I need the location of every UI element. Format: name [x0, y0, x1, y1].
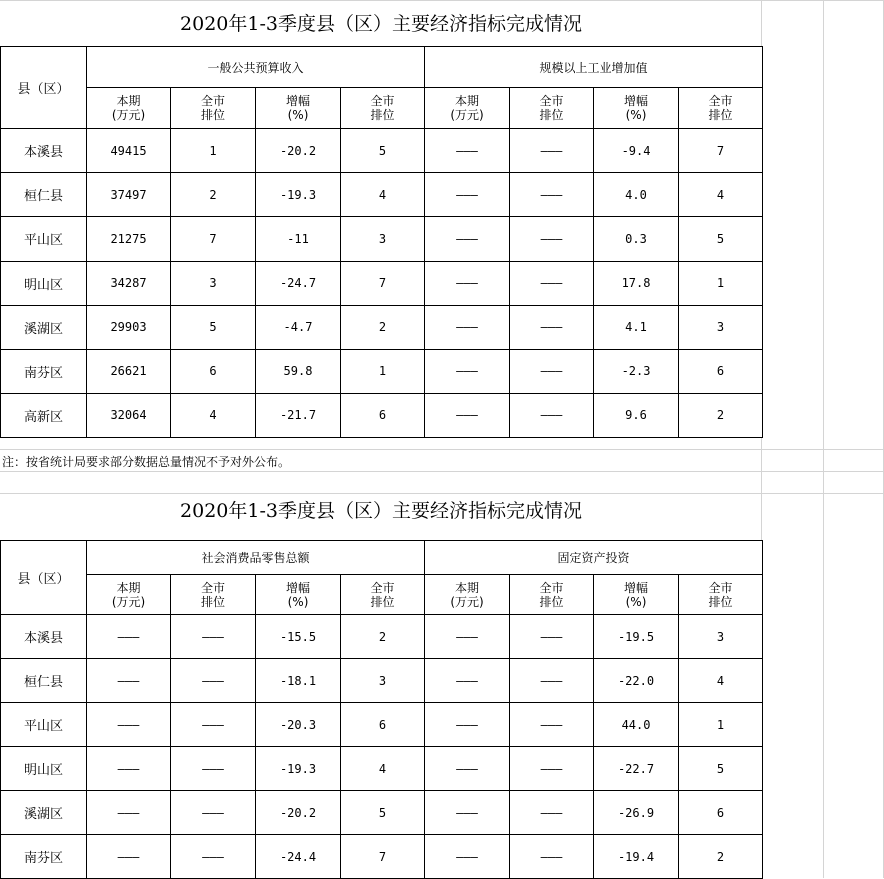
- value-cell: 4: [171, 393, 256, 437]
- value-cell: ———: [425, 393, 510, 437]
- table2-title: 2020年1-3季度县（区）主要经济指标完成情况: [86, 499, 676, 523]
- group-header-retail-sales: 社会消费品零售总额: [87, 541, 425, 575]
- value-cell: ———: [425, 747, 510, 791]
- county-name-cell: 平山区: [1, 703, 87, 747]
- value-cell: 4: [679, 659, 763, 703]
- table-row: [1, 791, 763, 835]
- table-row: [1, 173, 763, 217]
- value-cell: ———: [425, 305, 510, 349]
- value-cell: -2.3: [594, 349, 679, 393]
- value-cell: 9.6: [594, 393, 679, 437]
- value-cell: ———: [171, 835, 256, 879]
- group-header-industrial-value: 规模以上工业增加值: [425, 47, 763, 88]
- value-cell: 4: [341, 747, 425, 791]
- value-cell: ———: [87, 791, 171, 835]
- value-cell: ———: [425, 349, 510, 393]
- subheader-cell: 增幅 (%): [256, 575, 341, 615]
- value-cell: 21275: [87, 217, 171, 261]
- value-cell: ———: [510, 659, 594, 703]
- value-cell: ———: [87, 659, 171, 703]
- value-cell: ———: [510, 305, 594, 349]
- subheader-cell: 增幅 (%): [256, 88, 341, 129]
- table2-body: [1, 615, 763, 879]
- table-row: [1, 129, 763, 173]
- value-cell: 7: [341, 835, 425, 879]
- value-cell: 29903: [87, 305, 171, 349]
- value-cell: ———: [510, 791, 594, 835]
- value-cell: 7: [341, 261, 425, 305]
- value-cell: 32064: [87, 393, 171, 437]
- table-row: [1, 659, 763, 703]
- value-cell: 37497: [87, 173, 171, 217]
- value-cell: 7: [679, 129, 763, 173]
- value-cell: ———: [425, 261, 510, 305]
- county-name-cell: 平山区: [1, 217, 87, 261]
- value-cell: ———: [425, 835, 510, 879]
- subheader-cell: 全市 排位: [679, 575, 763, 615]
- value-cell: ———: [510, 393, 594, 437]
- value-cell: ———: [87, 703, 171, 747]
- value-cell: 3: [679, 305, 763, 349]
- subheader-row: [1, 88, 763, 129]
- value-cell: 3: [341, 217, 425, 261]
- subheader-cell: 全市 排位: [341, 88, 425, 129]
- value-cell: 1: [341, 349, 425, 393]
- county-name-cell: 溪湖区: [1, 305, 87, 349]
- value-cell: 2: [679, 393, 763, 437]
- value-cell: ———: [425, 615, 510, 659]
- value-cell: 5: [171, 305, 256, 349]
- value-cell: ———: [510, 261, 594, 305]
- table-row: [1, 747, 763, 791]
- value-cell: 1: [679, 261, 763, 305]
- value-cell: -24.7: [256, 261, 341, 305]
- value-cell: ———: [425, 703, 510, 747]
- value-cell: 6: [679, 349, 763, 393]
- value-cell: 1: [679, 703, 763, 747]
- value-cell: 6: [171, 349, 256, 393]
- value-cell: -11: [256, 217, 341, 261]
- value-cell: 4.0: [594, 173, 679, 217]
- table-row: [1, 261, 763, 305]
- value-cell: 59.8: [256, 349, 341, 393]
- value-cell: 3: [679, 615, 763, 659]
- value-cell: ———: [425, 791, 510, 835]
- value-cell: ———: [87, 615, 171, 659]
- value-cell: 44.0: [594, 703, 679, 747]
- value-cell: 26621: [87, 349, 171, 393]
- value-cell: -20.2: [256, 129, 341, 173]
- value-cell: 3: [171, 261, 256, 305]
- value-cell: -20.2: [256, 791, 341, 835]
- value-cell: 6: [341, 703, 425, 747]
- subheader-cell: 增幅 (%): [594, 575, 679, 615]
- value-cell: 5: [679, 217, 763, 261]
- value-cell: -19.3: [256, 747, 341, 791]
- value-cell: ———: [510, 173, 594, 217]
- subheader-cell: 全市 排位: [679, 88, 763, 129]
- value-cell: -19.5: [594, 615, 679, 659]
- value-cell: -19.3: [256, 173, 341, 217]
- value-cell: ———: [510, 217, 594, 261]
- table1-body: [1, 129, 763, 438]
- value-cell: 4: [679, 173, 763, 217]
- value-cell: ———: [171, 615, 256, 659]
- value-cell: -19.4: [594, 835, 679, 879]
- value-cell: 5: [341, 129, 425, 173]
- value-cell: ———: [510, 747, 594, 791]
- subheader-row: [1, 575, 763, 615]
- group-header-budget-revenue: 一般公共预算收入: [87, 47, 425, 88]
- value-cell: ———: [425, 217, 510, 261]
- value-cell: -22.7: [594, 747, 679, 791]
- value-cell: -18.1: [256, 659, 341, 703]
- value-cell: ———: [171, 659, 256, 703]
- value-cell: 0.3: [594, 217, 679, 261]
- value-cell: ———: [425, 173, 510, 217]
- value-cell: 7: [171, 217, 256, 261]
- value-cell: 6: [679, 791, 763, 835]
- table1-title: 2020年1-3季度县（区）主要经济指标完成情况: [86, 12, 676, 36]
- subheader-cell: 本期 (万元): [87, 88, 171, 129]
- table-row: [1, 305, 763, 349]
- value-cell: 49415: [87, 129, 171, 173]
- table-row: [1, 217, 763, 261]
- value-cell: ———: [171, 747, 256, 791]
- county-header: 县（区）: [1, 541, 87, 615]
- value-cell: 1: [171, 129, 256, 173]
- value-cell: 4: [341, 173, 425, 217]
- value-cell: -21.7: [256, 393, 341, 437]
- subheader-cell: 本期 (万元): [425, 88, 510, 129]
- footnote: 注：按省统计局要求部分数据总量情况不予对外公布。: [2, 455, 291, 469]
- subheader-cell: 增幅 (%): [594, 88, 679, 129]
- value-cell: 4.1: [594, 305, 679, 349]
- value-cell: -9.4: [594, 129, 679, 173]
- county-header: 县（区）: [1, 47, 87, 129]
- county-name-cell: 明山区: [1, 261, 87, 305]
- value-cell: -20.3: [256, 703, 341, 747]
- value-cell: -4.7: [256, 305, 341, 349]
- value-cell: -26.9: [594, 791, 679, 835]
- subheader-cell: 全市 排位: [341, 575, 425, 615]
- value-cell: ———: [171, 791, 256, 835]
- county-name-cell: 南芬区: [1, 349, 87, 393]
- value-cell: -15.5: [256, 615, 341, 659]
- value-cell: ———: [510, 129, 594, 173]
- subheader-cell: 全市 排位: [171, 88, 256, 129]
- value-cell: ———: [510, 615, 594, 659]
- county-name-cell: 明山区: [1, 747, 87, 791]
- value-cell: 34287: [87, 261, 171, 305]
- county-name-cell: 本溪县: [1, 129, 87, 173]
- value-cell: -24.4: [256, 835, 341, 879]
- value-cell: -22.0: [594, 659, 679, 703]
- value-cell: 3: [341, 659, 425, 703]
- value-cell: ———: [425, 129, 510, 173]
- value-cell: 2: [341, 305, 425, 349]
- value-cell: ———: [87, 747, 171, 791]
- value-cell: 2: [341, 615, 425, 659]
- value-cell: 2: [679, 835, 763, 879]
- table-row: [1, 393, 763, 437]
- value-cell: ———: [87, 835, 171, 879]
- value-cell: 17.8: [594, 261, 679, 305]
- subheader-cell: 本期 (万元): [87, 575, 171, 615]
- table1: [0, 46, 763, 438]
- value-cell: ———: [171, 703, 256, 747]
- group-header-fixed-investment: 固定资产投资: [425, 541, 763, 575]
- value-cell: 6: [341, 393, 425, 437]
- value-cell: ———: [425, 659, 510, 703]
- value-cell: ———: [510, 349, 594, 393]
- value-cell: 5: [679, 747, 763, 791]
- county-name-cell: 溪湖区: [1, 791, 87, 835]
- table-row: [1, 835, 763, 879]
- subheader-cell: 本期 (万元): [425, 575, 510, 615]
- county-name-cell: 桓仁县: [1, 659, 87, 703]
- county-name-cell: 桓仁县: [1, 173, 87, 217]
- county-name-cell: 高新区: [1, 393, 87, 437]
- table-row: [1, 349, 763, 393]
- county-name-cell: 本溪县: [1, 615, 87, 659]
- value-cell: ———: [510, 835, 594, 879]
- value-cell: ———: [510, 703, 594, 747]
- table2: [0, 540, 763, 879]
- subheader-cell: 全市 排位: [510, 88, 594, 129]
- table-row: [1, 615, 763, 659]
- subheader-cell: 全市 排位: [510, 575, 594, 615]
- value-cell: 2: [171, 173, 256, 217]
- table-row: [1, 703, 763, 747]
- county-name-cell: 南芬区: [1, 835, 87, 879]
- value-cell: 5: [341, 791, 425, 835]
- subheader-cell: 全市 排位: [171, 575, 256, 615]
